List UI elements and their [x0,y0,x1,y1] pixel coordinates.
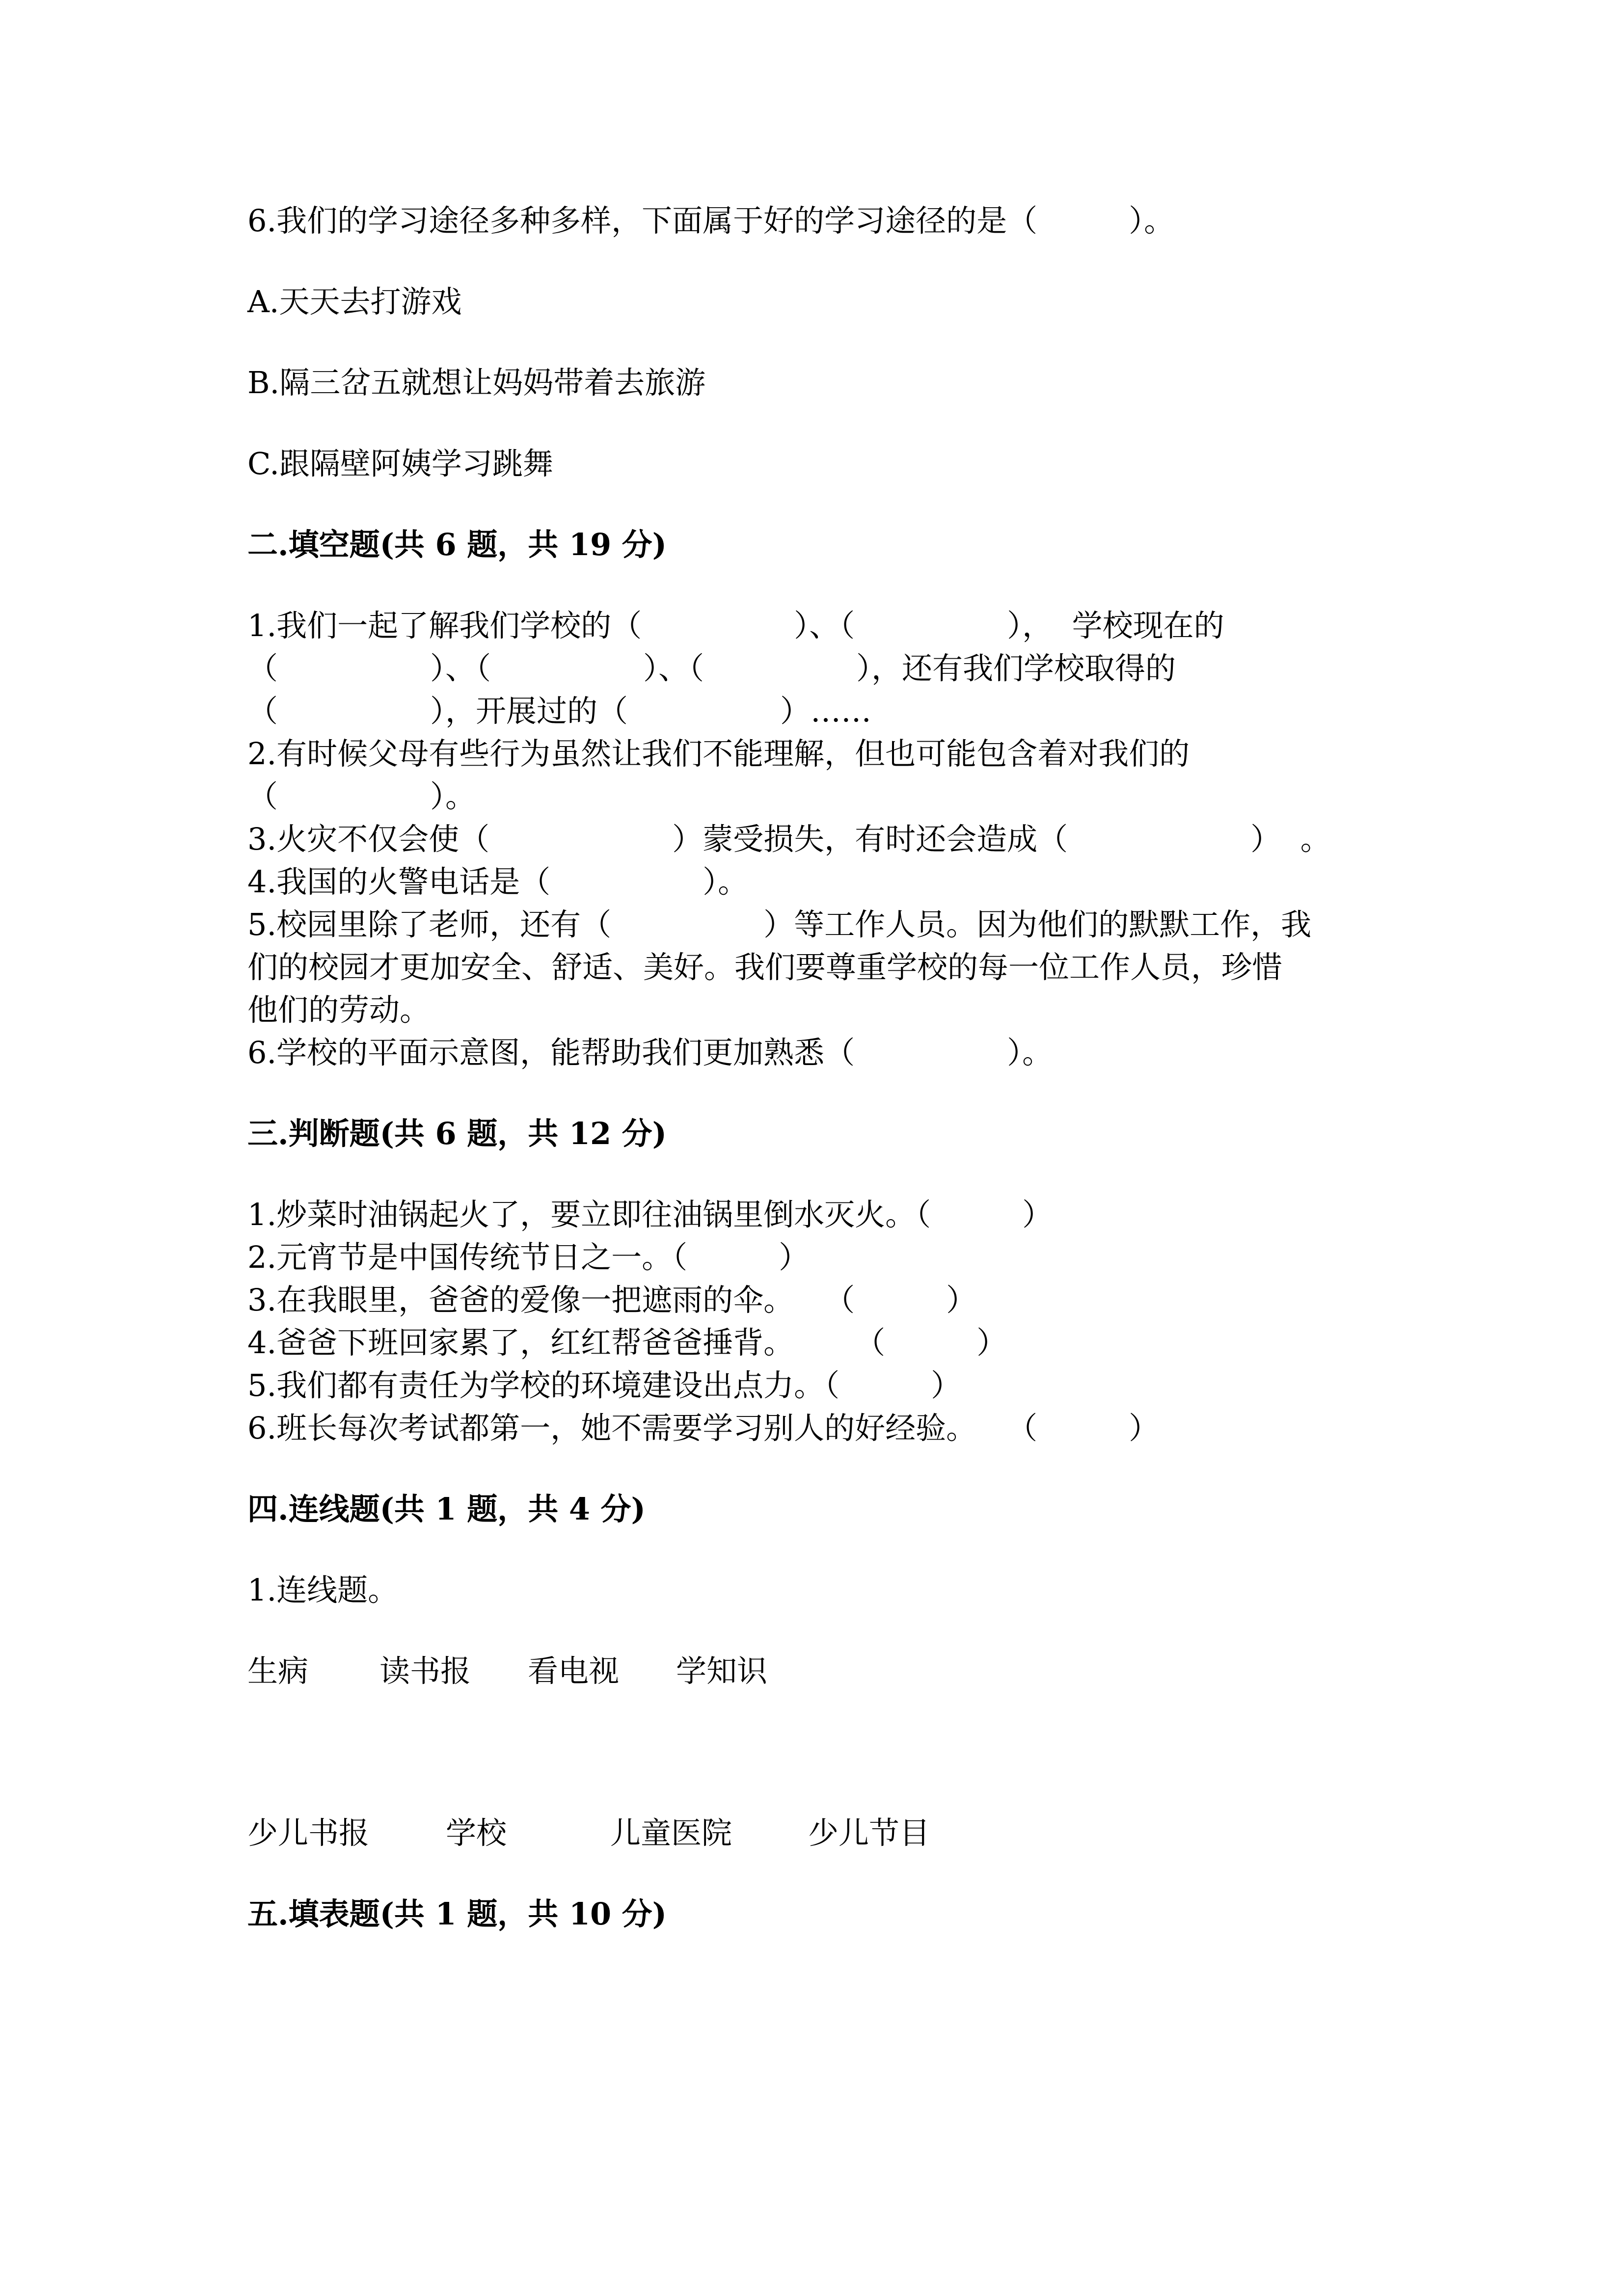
match-word-bottom: 学校 [446,1815,507,1851]
match-word-top: 学知识 [676,1653,768,1689]
fill-blank-line: 1.我们一起了解我们学校的（ ）、（ ）， 学校现在的 [247,608,1224,643]
match-word-bottom: 少儿节目 [808,1815,930,1851]
option-a: A.天天去打游戏 [247,284,462,320]
section-3-title: 三.判断题(共 6 题，共 12 分) [247,1116,667,1151]
match-word-top: 看电视 [528,1653,620,1689]
fill-blank-line: 5.校园里除了老师，还有（ ）等工作人员。因为他们的默默工作，我 [247,907,1312,942]
judge-item: 3.在我眼里，爸爸的爱像一把遮雨的伞。 （ ） [247,1282,977,1318]
section-2-title: 二.填空题(共 6 题，共 19 分) [247,527,667,562]
match-word-bottom: 儿童医院 [610,1815,732,1851]
match-word-top: 读书报 [379,1653,471,1689]
fill-blank-line: 3.火灾不仅会使（ ）蒙受损失，有时还会造成（ ） 。 [247,821,1331,857]
fill-blank-line: （ ）、（ ）、（ ），还有我们学校取得的 [247,650,1176,686]
question-6-stem: 6.我们的学习途径多种多样，下面属于好的学习途径的是（ ）。 [247,203,1175,239]
match-word-top: 生病 [247,1653,309,1689]
fill-blank-line: 4.我国的火警电话是（ ）。 [247,864,749,900]
fill-blank-line: （ ），开展过的（ ）…… [247,693,872,729]
fill-blank-line: （ ）。 [247,778,476,814]
option-c: C.跟隔壁阿姨学习跳舞 [247,446,553,481]
fill-blank-line: 们的校园才更加安全、舒适、美好。我们要尊重学校的每一位工作人员，珍惜 [247,949,1283,985]
option-b: B.隔三岔五就想让妈妈带着去旅游 [247,365,706,400]
section-4-title: 四.连线题(共 1 题，共 4 分) [247,1491,646,1527]
judge-item: 2.元宵节是中国传统节日之一。（ ） [247,1239,810,1275]
fill-blank-line: 2.有时候父母有些行为虽然让我们不能理解，但也可能包含着对我们的 [247,736,1190,772]
match-word-bottom: 少儿书报 [247,1815,370,1851]
judge-item: 4.爸爸下班回家累了，红红帮爸爸捶背。 （ ） [247,1325,1007,1361]
matching-question: 1.连线题。 [247,1572,399,1608]
judge-item: 6.班长每次考试都第一，她不需要学习别人的好经验。 （ ） [247,1410,1160,1446]
judge-item: 5.我们都有责任为学校的环境建设出点力。（ ） [247,1367,962,1403]
section-5-title: 五.填表题(共 1 题，共 10 分) [247,1896,667,1932]
judge-item: 1.炒菜时油锅起火了，要立即往油锅里倒水灭火。（ ） [247,1197,1053,1232]
fill-blank-line: 6.学校的平面示意图，能帮助我们更加熟悉（ ）。 [247,1035,1053,1070]
fill-blank-line: 他们的劳动。 [247,992,431,1028]
